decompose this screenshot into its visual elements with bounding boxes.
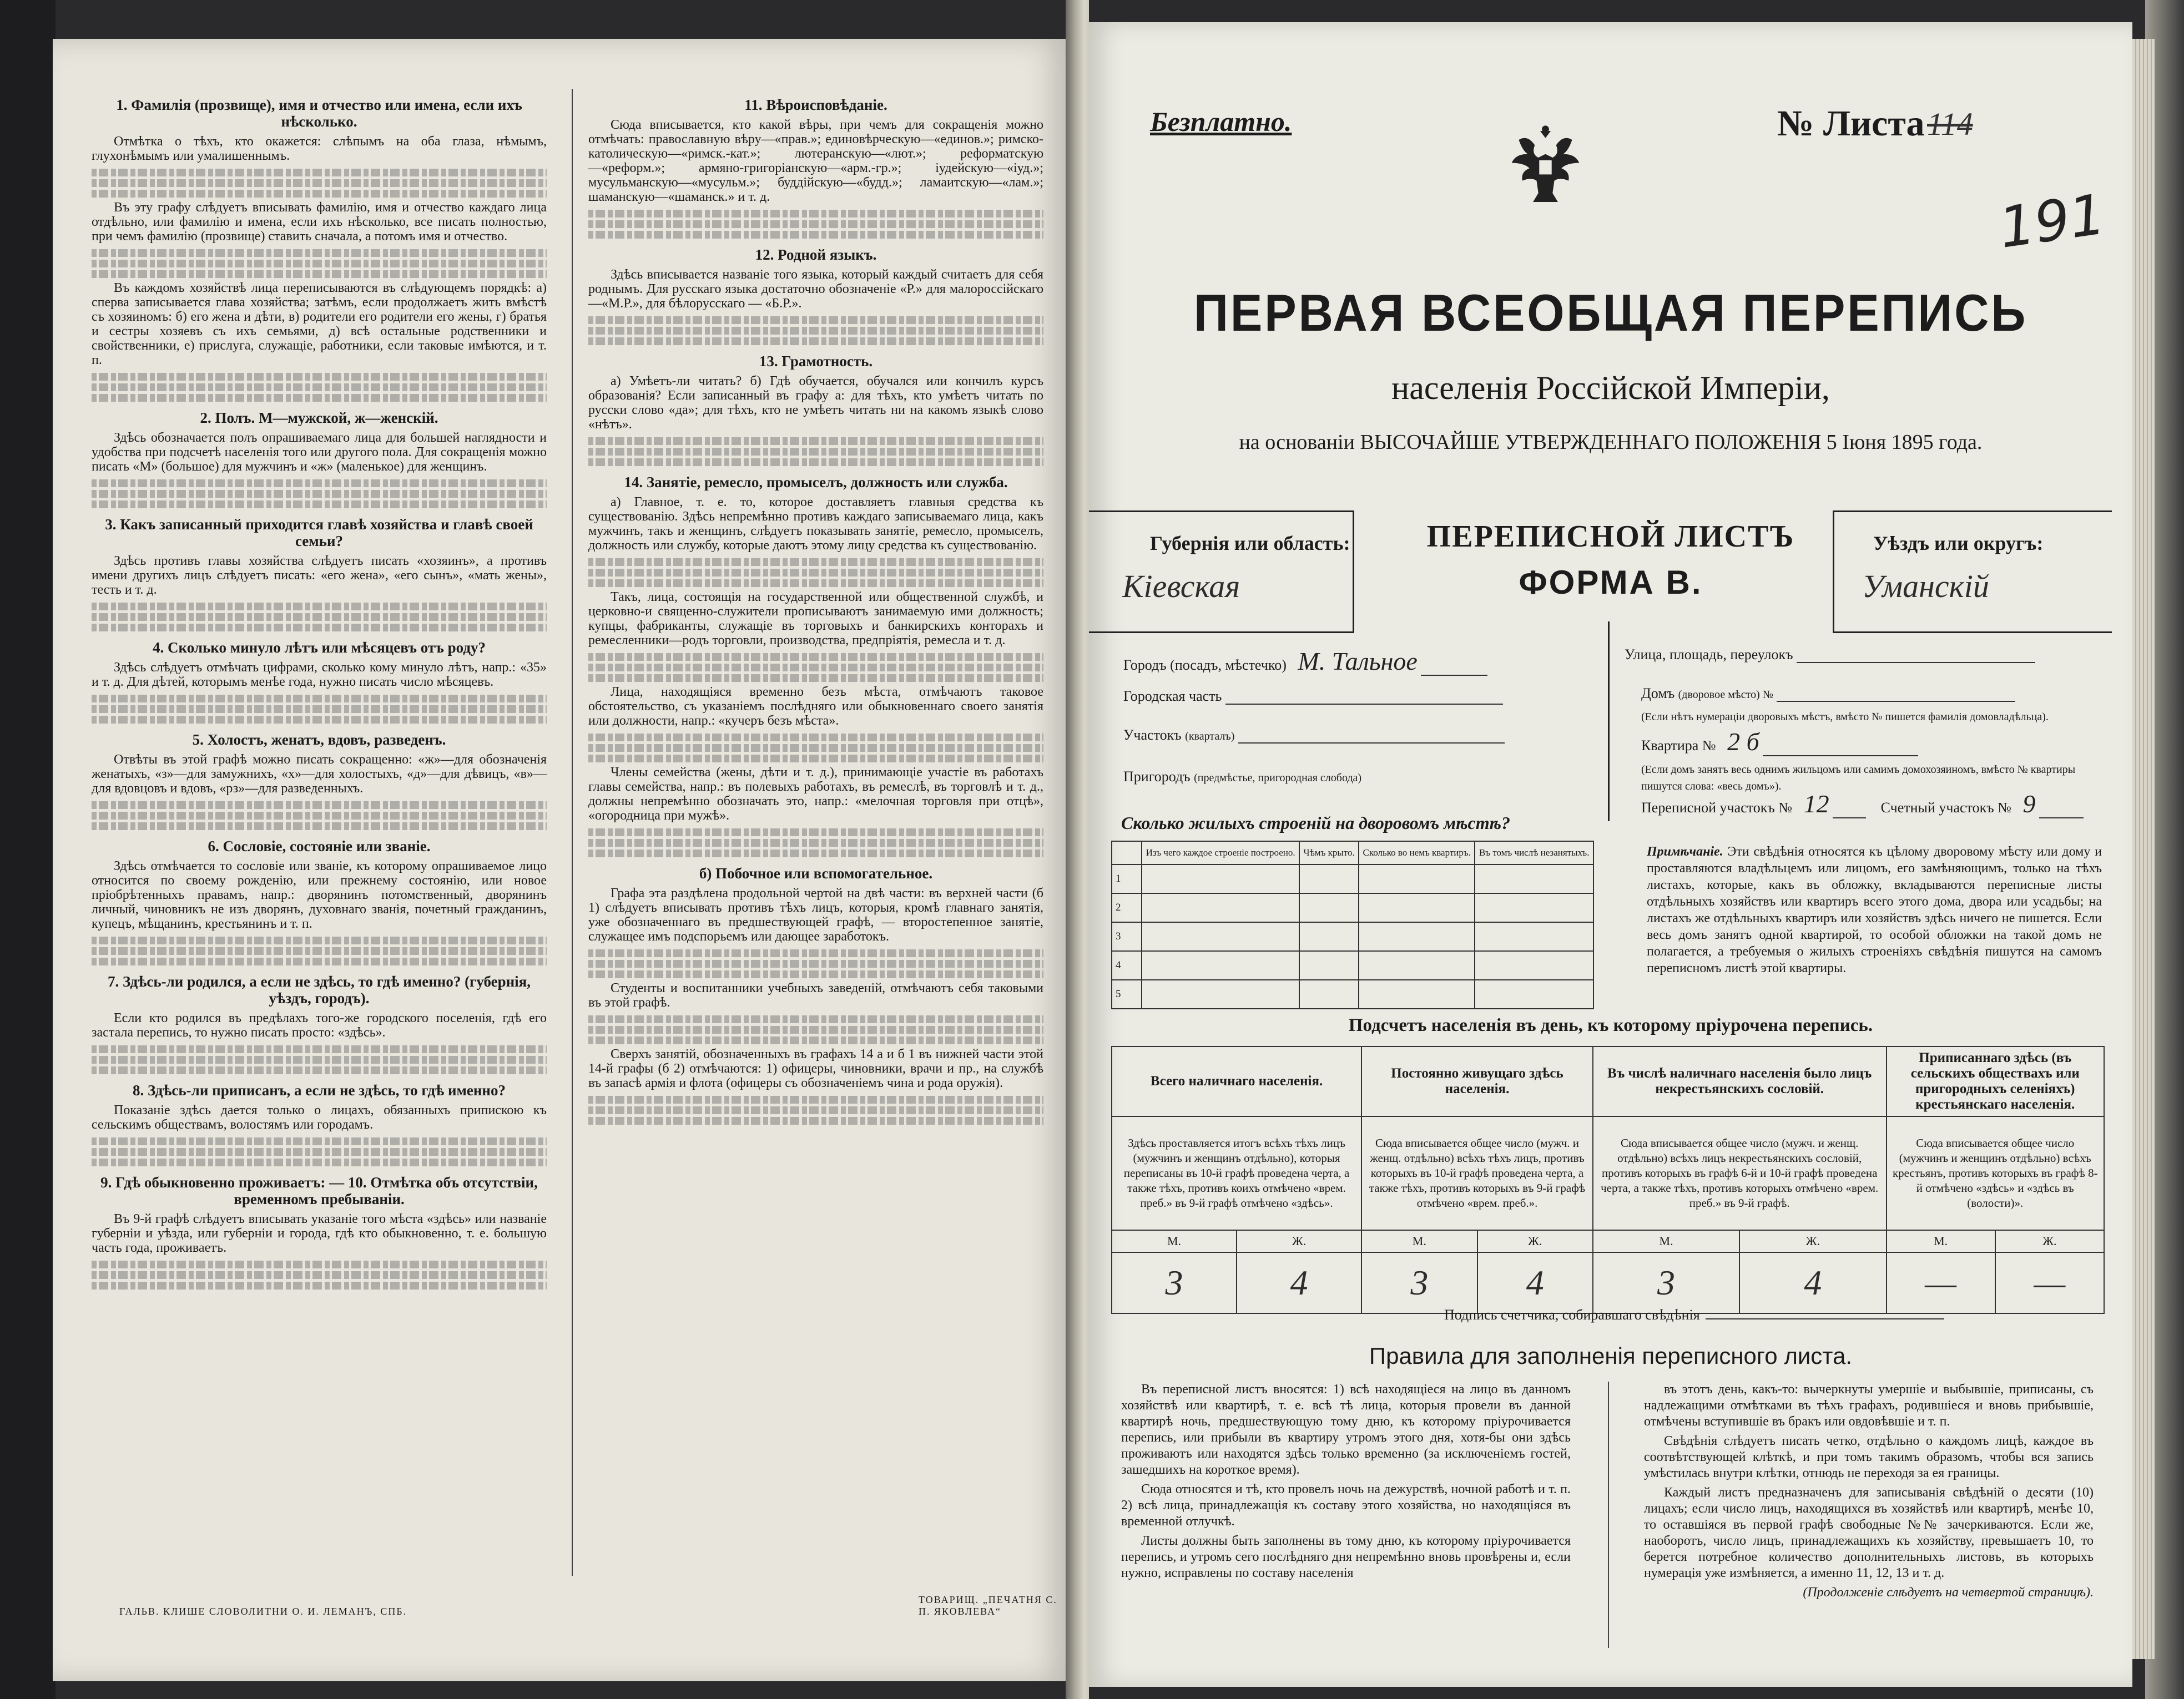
dense-text-lines (92, 695, 547, 702)
census-precinct-value: 12 (1803, 790, 1829, 818)
dense-text-lines (92, 479, 547, 487)
male-label: М. (1887, 1230, 1995, 1252)
dense-text-lines (92, 260, 547, 267)
counting-precinct-label: Счетный участокъ № (1880, 800, 2011, 816)
dense-text-lines (588, 327, 1043, 335)
section-heading: 3. Какъ записанный приходится главѣ хозяйства и главѣ своей семьи? (105, 516, 533, 549)
dense-text-lines (588, 231, 1043, 239)
city-part-label: Городская часть (1123, 688, 1222, 704)
count-desc: Сюда вписывается общее число (мужчинъ и женщинъ отдѣльно) всѣхъ крестьянъ, противъ которыхъ въ графѣ 8-й отмѣчено «здѣсь» и «здѣсь въ (волости)». (1887, 1116, 2104, 1230)
dense-text-lines (588, 960, 1043, 968)
continued-note: (Продолженіе слѣдуетъ на четвертой страницѣ). (1803, 1585, 2094, 1600)
book-spine (1066, 0, 1089, 1699)
dense-text-lines (588, 828, 1043, 836)
house-label: Домъ (1641, 685, 1675, 701)
dense-text-lines (92, 190, 547, 198)
dense-text-lines (588, 569, 1043, 577)
dense-text-lines (92, 947, 547, 955)
dense-text-lines (588, 970, 1043, 978)
count-desc: Сюда вписывается общее число (мужч. и женщ. отдѣльно) всѣхъ тѣхъ лицъ, противъ которыхъ въ 10-й графѣ проведена черта, а также тѣхъ, противъ которыхъ въ 9-й графѣ отмѣчено «врем. преб.». (1361, 1116, 1593, 1230)
left-page (53, 39, 1068, 1681)
street-label: Улица, площадь, переулокъ (1625, 646, 1793, 663)
dense-text-lines (92, 383, 547, 391)
house-note: (дворовое мѣсто) № (1678, 689, 1773, 701)
section-heading: 6. Сословіе, состояніе или званіе. (208, 838, 431, 854)
female-label: Ж. (1477, 1230, 1593, 1252)
dense-text-lines (92, 801, 547, 809)
counting-precinct-value: 9 (2022, 790, 2036, 818)
district-label: Уѣздъ или округъ: (1873, 532, 2044, 554)
section-text: Здѣсь слѣдуетъ отмѣчать цифрами, сколько кому минуло лѣтъ, напр.: «35» и т. д. Для дѣтей, которымъ менѣе года, нужно писать число мѣсяцевъ. (92, 660, 547, 689)
dwellings-table (1111, 841, 1594, 1009)
count-desc: Здѣсь проставляется итогъ всѣхъ тѣхъ лицъ (мужчинъ и женщинъ отдѣльно), которыя переписаны въ 10-й графѣ проведена черта, а также тѣхъ, противъ коихъ отмѣчено «врем. преб.» въ 9-й графѣ отмѣчено «здѣсь». (1112, 1116, 1361, 1230)
section-text: а) Главное, т. е. то, которое доставляетъ главныя средства къ существованію. Здѣсь непремѣнно противъ каждаго записываемаго лица, какъ мужчинъ, такъ и женщинъ, слѣдуетъ показывать занятіе, ремесло, промыселъ, должность или службу, которые даютъ этому лицу средства къ существованію. (588, 495, 1043, 553)
count-value: 4 (1739, 1252, 1886, 1313)
handwritten-archive-number: 191 (1995, 181, 2110, 261)
dense-text-lines (588, 664, 1043, 671)
dwellings-row-number: 5 (1112, 980, 1142, 1009)
apartment-instruction: (Если домъ занятъ весь однимъ жильцомъ или самимъ домохозяиномъ, вмѣсто № квартиры пишутся слова: «весь домъ»). (1641, 763, 2076, 792)
signature-label: Подпись счетчика, собиравшаго свѣдѣнія (1444, 1307, 1700, 1323)
dense-text-lines (92, 500, 547, 508)
stacked-page-edges (2132, 39, 2155, 1659)
rules-column-1 (1121, 1382, 1571, 1585)
dense-text-lines (588, 734, 1043, 741)
dense-text-lines (588, 949, 1043, 957)
rule-paragraph: Листы должны быть заполнены въ тому дню, къ которому пріурочивается перепись, и утромъ сего послѣдняго дня непремѣнно вновь провѣрены и, если нужно, исправлены по составу населенія (1121, 1534, 1571, 1580)
count-value: 3 (1361, 1252, 1477, 1313)
dense-text-lines (588, 437, 1043, 445)
apartment-value: 2 б (1727, 727, 1759, 756)
printer-credit-left: ГАЛЬВ. КЛИШЕ СЛОВОЛИТНИ О. И. ЛЕМАНЪ, СПБ. (119, 1606, 407, 1617)
suburb-label: Пригородъ (1123, 768, 1191, 785)
dwellings-note (1647, 843, 2102, 977)
street-field (1625, 646, 2035, 663)
precinct-field (1123, 727, 1505, 744)
count-value: 4 (1477, 1252, 1593, 1313)
dwellings-col-material: Изъ чего каждое строеніе построено. (1142, 841, 1299, 864)
count-value: — (1887, 1252, 1995, 1313)
section-text: Отмѣтка о тѣхъ, кто окажется: слѣпымъ на оба глаза, нѣмымъ, глухонѣмымъ или умалишеннымъ. (92, 134, 547, 163)
city-label: Городъ (посадъ, мѣстечко) (1123, 657, 1287, 673)
male-label: М. (1361, 1230, 1477, 1252)
dense-text-lines (588, 1026, 1043, 1034)
dense-text-lines (92, 716, 547, 724)
rule-paragraph: въ этотъ день, какъ-то: вычеркнуты умершіе и выбывшіе, приписаны, съ надлежащими отмѣтками въ тѣхъ графахъ, родившіеся и вновь прибывшіе, отмѣчены вступившіе въ бракъ или овдовѣвшіе и т. п. (1644, 1382, 2094, 1429)
count-value: 4 (1237, 1252, 1361, 1313)
census-title: ПЕРВАЯ ВСЕОБЩАЯ ПЕРЕПИСЬ (1193, 284, 2028, 342)
precinct-label: Участокъ (1123, 727, 1182, 743)
section-text: Сверхъ занятій, обозначенныхъ въ графахъ 14 а и б 1 въ нижней части этой 14-й графы (б 2) отмѣчаются: 1) офицеры, чиновники, врачи и пр., на службѣ въ запасѣ армія и флота (офицеры съ обозначеніемъ чина и рода оружія). (588, 1047, 1043, 1090)
male-label: М. (1593, 1230, 1739, 1252)
dense-text-lines (92, 603, 547, 610)
dense-text-lines (588, 1096, 1043, 1104)
dense-text-lines (588, 839, 1043, 847)
district-value: Уманскій (1862, 568, 1989, 604)
male-label: М. (1112, 1230, 1237, 1252)
address-divider (1608, 621, 1610, 821)
dense-text-lines (588, 579, 1043, 587)
section-text: Отвѣты въ этой графѣ можно писать сокращенно: «ж»—для обозначенія женатыхъ, «з»—для замужнихъ, «х»—для холостыхъ, «д»—для дѣвицъ, «в»—для вдовцовъ и вдовъ, «рз»—для разведенныхъ. (92, 752, 547, 796)
female-label: Ж. (1995, 1230, 2104, 1252)
dense-text-lines (92, 1045, 547, 1053)
enumerator-signature-field (1444, 1307, 1944, 1323)
suburb-field (1123, 768, 1361, 785)
dense-text-lines (92, 169, 547, 176)
sheet-number-label: № Листа (1777, 103, 1925, 144)
section-heading: 9. Гдѣ обыкновенно проживаетъ: — 10. Отмѣтка объ отсутствіи, временномъ пребываніи. (100, 1174, 538, 1207)
precinct-note: (кварталъ) (1185, 730, 1235, 742)
city-field (1123, 646, 1487, 676)
left-page-column-2 (588, 89, 1043, 1127)
double-headed-eagle-emblem-icon (1500, 122, 1591, 211)
printer-credit-right: ТОВАРИЩ. „ПЕЧАТНЯ С. П. ЯКОВЛЕВА“ (919, 1594, 1057, 1617)
dense-text-lines (588, 337, 1043, 345)
sheet-number-value: 114 (1927, 106, 1973, 142)
section-text: Здѣсь отмѣчается то сословіе или званіе, къ которому опрашиваемое лицо относится по своему рожденію, или прежнему состоянію, или новое пріобрѣтенныхъ правамъ, напр.: дворянинъ потомственный, дворянинъ личный, чиновникъ не изъ дворянъ, духовнаго званія, почетный гражданинъ, купецъ, мѣщанинъ, крестьянинъ и т. п. (92, 859, 547, 931)
female-label: Ж. (1739, 1230, 1886, 1252)
dwellings-question: Сколько жилыхъ строеній на дворовомъ мѣстѣ? (1121, 813, 1510, 833)
dense-text-lines (92, 624, 547, 631)
dense-text-lines (92, 1056, 547, 1064)
dense-text-lines (588, 744, 1043, 752)
dwellings-row-number: 1 (1112, 864, 1142, 893)
census-subtitle: населенія Россійской Имперіи, (1391, 370, 1830, 406)
section-text: Здѣсь противъ главы хозяйства слѣдуетъ писать «хозяинъ», а противъ имени другихъ лицъ слѣдуетъ писать: «его жена», «его сынъ», «мать жены», тесть и т. д. (92, 554, 547, 597)
dwellings-col-roof: Чѣмъ крыто. (1299, 841, 1359, 864)
house-field (1641, 685, 2015, 702)
apartment-label: Квартира № (1641, 737, 1716, 754)
count-col-resident: Постоянно живущаго здѣсь населенія. (1361, 1046, 1593, 1116)
dense-text-lines (92, 937, 547, 944)
dense-text-lines (92, 822, 547, 830)
dense-text-lines (588, 210, 1043, 218)
free-label: Безплатно. (1150, 106, 1292, 137)
city-part-field (1123, 688, 1503, 705)
dense-text-lines (588, 558, 1043, 566)
dense-text-lines (588, 448, 1043, 456)
dense-text-lines (588, 316, 1043, 324)
section-text: а) Умѣетъ-ли читать? б) Гдѣ обучается, обучался или кончилъ курсъ образованія? Если записанный въ графу а: для тѣхъ, кто умѣетъ читать по русски слово «да»; для тѣхъ, кто не умѣетъ читать ни на какомъ языкѣ слово «нѣтъ». (588, 374, 1043, 432)
dense-text-lines (588, 220, 1043, 228)
dwellings-col-vacant: Въ томъ числѣ незанятыхъ. (1475, 841, 1593, 864)
province-value: Кіевская (1122, 568, 1240, 604)
section-heading: 14. Занятіе, ремесло, промыселъ, должность или служба. (624, 474, 1008, 491)
dense-text-lines (92, 705, 547, 713)
house-instruction: (Если нѣтъ нумераціи дворовыхъ мѣстъ, вмѣсто № пишется фамилія домовладѣльца). (1641, 711, 2049, 723)
dense-text-lines (92, 958, 547, 965)
dense-text-lines (588, 755, 1043, 762)
suburb-note: (предмѣстье, пригородная слобода) (1194, 772, 1362, 784)
dense-text-lines (588, 1036, 1043, 1044)
dense-text-lines (588, 674, 1043, 682)
dense-text-lines (92, 1148, 547, 1156)
dense-text-lines (588, 1117, 1043, 1125)
count-value: 3 (1112, 1252, 1237, 1313)
left-page-column-1 (92, 89, 547, 1292)
dwellings-col-apartments: Сколько во немъ квартиръ. (1359, 841, 1475, 864)
dense-text-lines (92, 1261, 547, 1268)
dense-text-lines (588, 850, 1043, 857)
section-text: Студенты и воспитанники учебныхъ заведеній, отмѣчаютъ себя таковыми въ этой графѣ. (588, 981, 1043, 1010)
dense-text-lines (92, 1282, 547, 1290)
section-text: Здѣсь обозначается полъ опрашиваемаго лица для большей наглядности и удобства при подсчетѣ населенія того или другого пола. Для сокращенія можно писать «М» (большое) для мужчинъ и «ж» (маленькое) для женщинъ. (92, 431, 547, 474)
rule-paragraph: Сюда относятся и тѣ, кто провелъ ночь на дежурствѣ, ночной работѣ и т. п. 2) всѣ лица, принадлежащія къ составу этого хозяйства, но находящіяся въ временной отлучкѣ. (1121, 1482, 1571, 1529)
dwellings-row-number: 2 (1112, 893, 1142, 922)
section-text: Такъ, лица, состоящія на государственной или общественной службѣ, и церковно-и священно-служители прописываютъ занимаемую ими должность; купцы, фабриканты, служащіе въ торговыхъ и банкирскихъ конторахъ и ремесленники—родъ торговли, производства, предпріятія, ремесла и т. д. (588, 590, 1043, 648)
rules-title: Правила для заполненія переписного листа. (1369, 1343, 1853, 1369)
district-box (1833, 510, 2112, 633)
section-heading: 13. Грамотность. (759, 353, 873, 370)
dense-text-lines (92, 1159, 547, 1166)
section-text: Лица, находящіяся временно безъ мѣста, отмѣчаютъ таковое обстоятельство, съ указаніемъ послѣдняго или обыкновеннаго своего занятія или должности, напр.: «кучеръ безъ мѣста». (588, 685, 1043, 728)
dwellings-row-number: 4 (1112, 951, 1142, 980)
dense-text-lines (92, 373, 547, 381)
section-text: Если кто родился въ предѣлахъ того-же городского поселенія, гдѣ его застала перепись, то нужно писать просто: «здѣсь». (92, 1011, 547, 1040)
dense-text-lines (588, 1015, 1043, 1023)
section-text: Въ каждомъ хозяйствѣ лица переписываются въ слѣдующемъ порядкѣ: а) сперва записывается глава хозяйства; затѣмъ, если продолжаетъ жить вмѣстѣ съ хозяиномъ: б) его жена и дѣти, в) родители его родители его жены, г) братья и сестры хозяевъ съ ихъ семьями, д) всѣ остальные родственники и свойственники, е) прислуга, служащіе, работники, если таковые имѣются, и т. п. (92, 281, 547, 367)
rule-paragraph: Свѣдѣнія слѣдуетъ писать четко, отдѣльно о каждомъ лицѣ, каждое въ соотвѣтствующей клѣткѣ, и при томъ такимъ образомъ, чтобы вся запись умѣстилась внутри клѣтки, отнюдь не переходя за ея границы. (1644, 1434, 2094, 1480)
column-divider (572, 89, 573, 1576)
section-text: Въ 9-й графѣ слѣдуетъ вписывать указаніе того мѣста «здѣсь» или названіе губерніи и уѣзда, или губерніи и города, гдѣ кто обыкновенно, т. е. большую часть года, проживаетъ. (92, 1212, 547, 1255)
apartment-field (1641, 727, 1918, 756)
dense-text-lines (92, 1137, 547, 1145)
note-title: Примѣчаніе. (1647, 845, 1723, 859)
rules-divider (1608, 1382, 1609, 1648)
section-heading: 7. Здѣсь-ли родился, а если не здѣсь, то гдѣ именно? (губернія, уѣздъ, городъ). (107, 973, 531, 1007)
dense-text-lines (92, 1271, 547, 1279)
dense-text-lines (588, 653, 1043, 661)
section-heading: б) Побочное или вспомогательное. (699, 865, 933, 882)
section-heading: 5. Холостъ, женатъ, вдовъ, разведенъ. (192, 731, 446, 748)
dense-text-lines (588, 458, 1043, 466)
province-label: Губернія или область: (1150, 532, 1350, 554)
dense-text-lines (92, 613, 547, 621)
census-legal-basis: на основаніи ВЫСОЧАЙШЕ УТВЕРЖДЕННАГО ПОЛОЖЕНІЯ 5 Іюня 1895 года. (1239, 431, 1983, 454)
section-text: Сюда вписывается, кто какой вѣры, при чемъ для сокращенія можно отмѣчать: православную вѣру—«прав.»; единовѣрческую—«единов.»; римско-католическую—«римск.-кат.»; лютеранскую—«лют.»; реформатскую—«реформ.»; армяно-григоріанскую—«арм.-гр.»; іудейскую—«іуд.»; мусульманскую—«мусульм.»; буддійскую—«будд.»; ламаитскую—«лам.»; шаманскую—«шаманск.» и т. д. (588, 118, 1043, 204)
dense-text-lines (92, 490, 547, 498)
section-heading: 1. Фамилія (прозвище), имя и отчество или имена, если ихъ нѣсколько. (116, 97, 522, 130)
rule-paragraph: Въ переписной листъ вносятся: 1) всѣ находящіеся на лицо въ данномъ хозяйствѣ или квартирѣ, т. е. всѣ тѣ лица, которыя провели въ данной квартирѣ ночь, предшествующую тому дню, къ которому пріурочивается перепись, или прибыли въ квартиру утромъ этого дня, хотя-бы они здѣсь проживаютъ или находятся здѣсь только временно (за исключеніемъ гостей, зашедшихъ на короткое время). (1121, 1382, 1571, 1477)
population-count-table (1111, 1046, 2105, 1314)
section-text: Здѣсь вписывается названіе того языка, который каждый считаетъ для себя роднымъ. Для русскаго языка достаточно обозначеніе «Р.» для малороссійскаго—«М.Р.», для бѣлорусскаго — «Б.Р.». (588, 267, 1043, 311)
section-heading: 4. Сколько минуло лѣтъ или мѣсяцевъ отъ роду? (153, 639, 486, 656)
section-heading: 2. Полъ. М—мужской, ж—женскій. (200, 409, 438, 426)
section-text: Члены семейства (жены, дѣти и т. д.), принимающіе участіе въ работахъ главы семейства, напр.: въ полевыхъ работахъ, въ ремеслѣ, въ торговлѣ и т. д., должны непремѣнно обозначать это, напр.: «мелочная торговля при отцѣ», «огородница при мужѣ». (588, 765, 1043, 823)
count-col-non-peasant: Въ числѣ наличнаго населенія было лицъ некрестьянскихъ сословій. (1593, 1046, 1887, 1116)
census-precinct-field (1641, 789, 2084, 818)
population-count-heading: Подсчетъ населенія въ день, къ которому пріурочена перепись. (1348, 1015, 1873, 1035)
section-heading: 8. Здѣсь-ли приписанъ, а если не здѣсь, то гдѣ именно? (132, 1082, 506, 1099)
dense-text-lines (92, 1066, 547, 1074)
form-title: ПЕРЕПИСНОЙ ЛИСТЪ (1426, 519, 1795, 554)
count-col-peasant: Приписаннаго здѣсь (въ сельскихъ обществахъ или пригородныхъ селеніяхъ) крестьянскаго населенія. (1887, 1046, 2104, 1116)
count-col-present: Всего наличнаго населенія. (1112, 1046, 1361, 1116)
dwellings-row-number: 3 (1112, 922, 1142, 951)
section-text: Въ эту графу слѣдуетъ вписывать фамилію, имя и отчество каждаго лица отдѣльно, или фамилію и имена, если ихъ нѣсколько, все писать полностью, при чемъ фамилію (прозвище) ставить сначала, а потомъ имя и отчество. (92, 200, 547, 244)
count-value: — (1995, 1252, 2104, 1313)
form-letter: ФОРМА В. (1519, 564, 1703, 601)
note-text: Эти свѣдѣнія относятся къ цѣлому дворовому мѣсту или дому и проставляются владѣльцемъ или лицомъ, его замѣняющимъ, только на тѣхъ листахъ, которые, какъ въ обложку, вкладываются переписные листы отдѣльныхъ хозяйствъ или квартиръ всего этого дома, двора или усадьбы; на листахъ же отдѣльныхъ квартиръ или хозяйствъ здѣсь ничего не пишется. Если весь домъ занятъ одной квартирой, то особой обложки на такой домъ не полагается, а требуемыя о жилыхъ строеніяхъ свѣдѣнія пишутся на самомъ переписномъ листѣ этой квартиры. (1647, 845, 2102, 975)
dense-text-lines (588, 1106, 1043, 1114)
dense-text-lines (92, 249, 547, 257)
city-value: М. Тальное (1298, 647, 1418, 675)
rules-column-2 (1644, 1382, 2094, 1604)
count-value: 3 (1593, 1252, 1739, 1313)
section-text: Показаніе здѣсь дается только о лицахъ, обязанныхъ припискою къ сельскимъ обществамъ, волостямъ или городамъ. (92, 1103, 547, 1132)
census-precinct-label: Переписной участокъ № (1641, 800, 1793, 816)
section-text: Графа эта раздѣлена продольной чертой на двѣ части: въ верхней части (б 1) слѣдуетъ вписывать противъ тѣхъ лицъ, которыя, кромѣ главнаго занятія, уже обозначеннаго въ предшествующей графѣ, — второстепенное занятіе, служащее имъ подспорьемъ или дающее заработокъ. (588, 886, 1043, 944)
dense-text-lines (92, 394, 547, 402)
count-desc: Сюда вписывается общее число (мужч. и женщ. отдѣльно) всѣхъ лицъ некрестьянскихъ сословій, противъ которыхъ въ графѣ 6-й и 10-й графѣ проведена черта, а также тѣхъ, противъ которыхъ отмѣчено «врем. преб.» въ 9-й графѣ. (1593, 1116, 1887, 1230)
rule-paragraph: Каждый листъ предназначенъ для записыванія свѣдѣній о десяти (10) лицахъ; если число лицъ, находящихся въ хозяйствѣ или квартирѣ, менѣе 10, то оставшіяся въ первой графѣ свободные №№ зачеркиваются. Если же, наоборотъ, число лицъ, принадлежащихъ къ хозяйству, превышаетъ 10, то берется потребное количество дополнительныхъ листовъ, въ которыхъ нумерація уже измѣняется, а именно 11, 12, 13 и т. д. (1644, 1485, 2094, 1580)
section-heading: 12. Родной языкъ. (755, 246, 877, 263)
female-label: Ж. (1237, 1230, 1361, 1252)
dense-text-lines (92, 179, 547, 187)
dark-background-left (0, 0, 56, 1699)
right-page-census-form (1089, 22, 2132, 1687)
section-heading: 11. Вѣроисповѣданіе. (744, 97, 887, 113)
dense-text-lines (92, 270, 547, 278)
dense-text-lines (92, 812, 547, 820)
